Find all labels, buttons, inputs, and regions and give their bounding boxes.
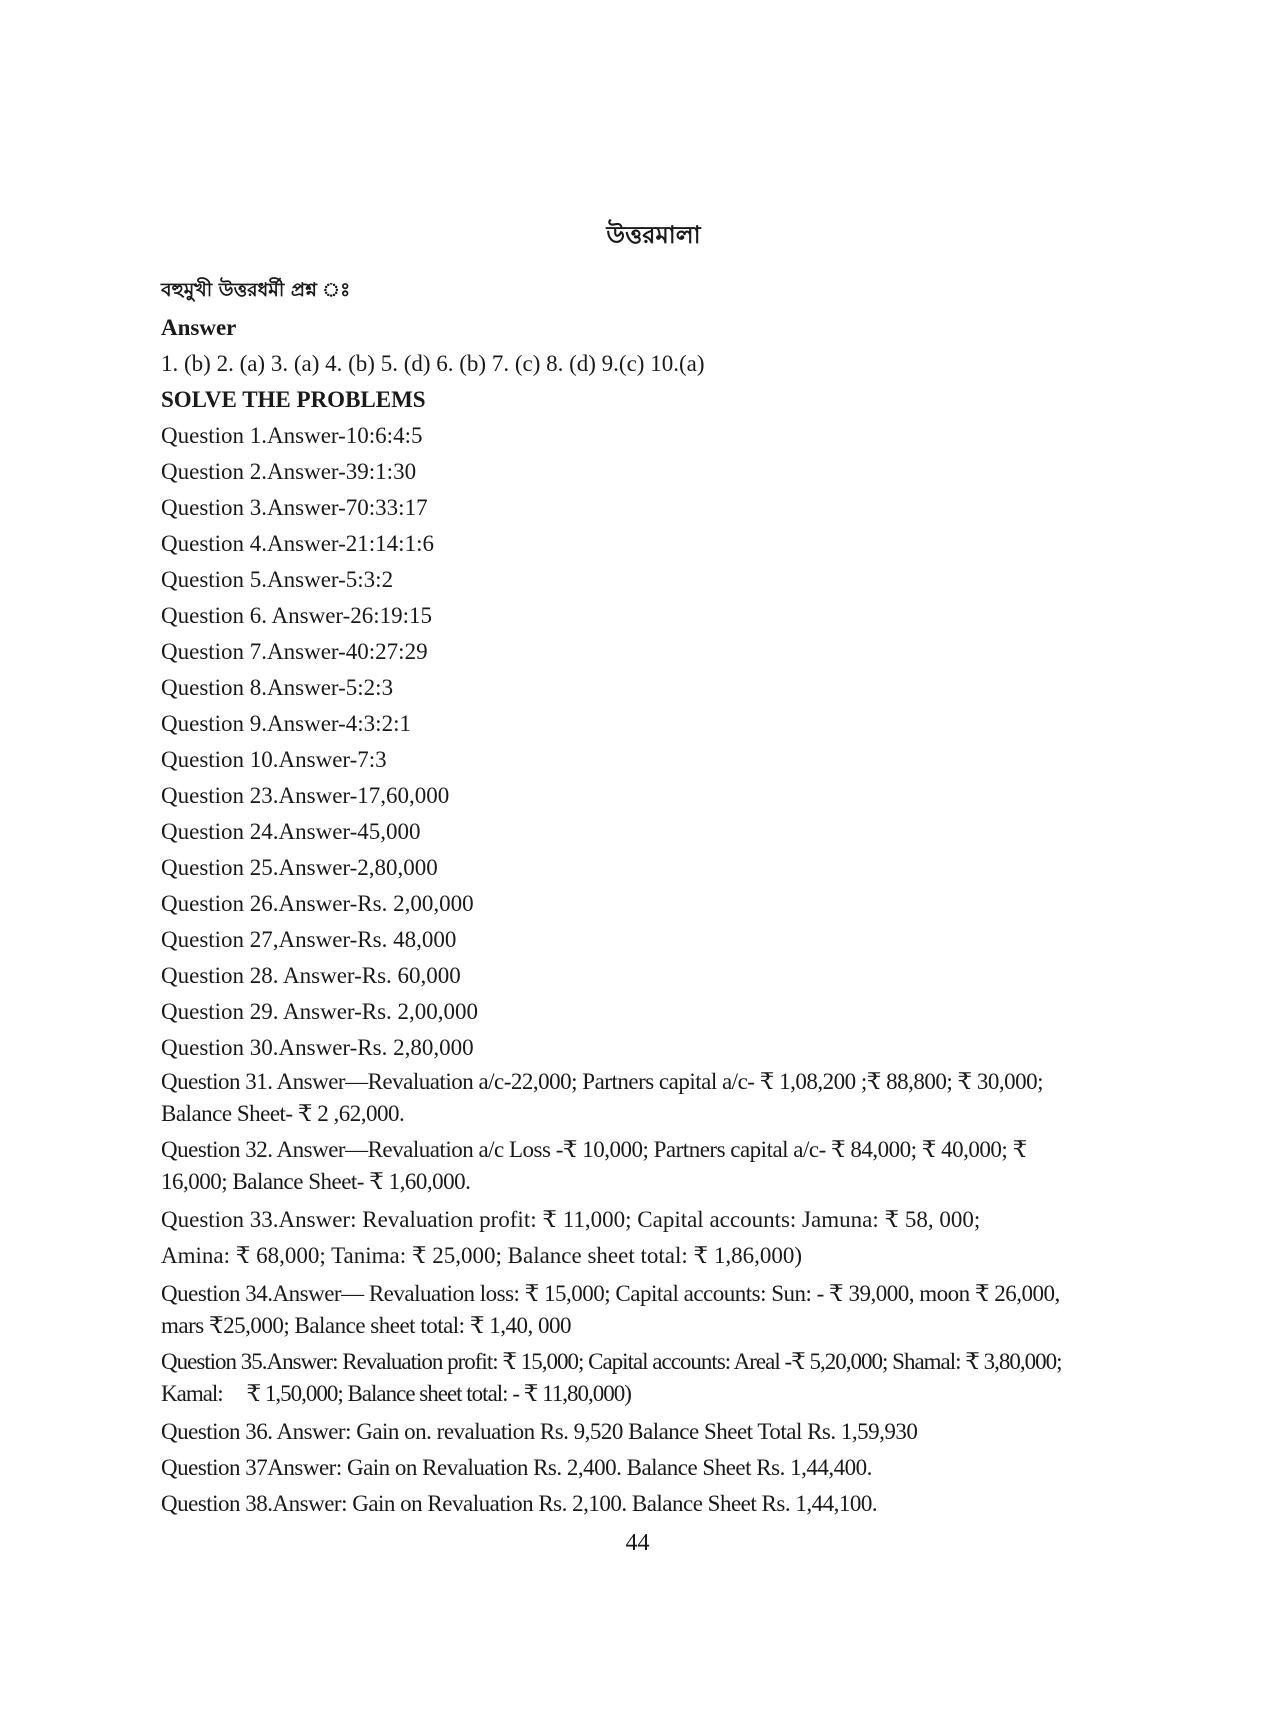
- mcq-answers: 1. (b) 2. (a) 3. (a) 4. (b) 5. (d) 6. (b) 7. (c) 8. (d) 9.(c) 10.(a): [161, 351, 705, 376]
- answer-37: Question 37Answer: Gain on Revaluation Rs. 2,400. Balance Sheet Rs. 1,44,400.: [161, 1455, 872, 1480]
- answer-item: Question 30.Answer-Rs. 2,80,000: [161, 1035, 474, 1060]
- answer-list: [161, 418, 1161, 1066]
- answer-33-line-2: Amina: ₹ 68,000; Tanima: ₹ 25,000; Balance sheet total: ₹ 1,86,000): [161, 1243, 803, 1268]
- answer-item: Question 9.Answer-4:3:2:1: [161, 711, 411, 736]
- answer-item: Question 4.Answer-21:14:1:6: [161, 531, 434, 556]
- answer-34: [161, 1278, 1161, 1342]
- answer-item: Question 3.Answer-70:33:17: [161, 495, 428, 520]
- answer-item: Question 23.Answer-17,60,000: [161, 783, 450, 808]
- answer-34-line-1: Question 34.Answer— Revaluation loss: ₹ 15,000; Capital accounts: Sun: - ₹ 39,000, moon ₹ 26,000,: [161, 1281, 1060, 1306]
- answer-33: [161, 1202, 1161, 1274]
- answer-31-line-2: Balance Sheet- ₹ 2 ,62,000.: [161, 1101, 405, 1126]
- answer-item: Question 24.Answer-45,000: [161, 819, 421, 844]
- answer-33-line-1: Question 33.Answer: Revaluation profit: ₹ 11,000; Capital accounts: Jamuna: ₹ 58, 000;: [161, 1207, 981, 1232]
- answer-38: Question 38.Answer: Gain on Revaluation Rs. 2,100. Balance Sheet Rs. 1,44,100.: [161, 1491, 878, 1516]
- answer-35: [161, 1346, 1161, 1410]
- answer-36: Question 36. Answer: Gain on. revaluation Rs. 9,520 Balance Sheet Total Rs. 1,59,930: [161, 1419, 918, 1444]
- solve-heading: SOLVE THE PROBLEMS: [161, 387, 426, 412]
- answer-item: Question 8.Answer-5:2:3: [161, 675, 394, 700]
- answer-32-line-2: 16,000; Balance Sheet- ₹ 1,60,000.: [161, 1169, 471, 1194]
- answer-35-line-2: Kamal: ₹ 1,50,000; Balance sheet total: - ₹ 11,80,000): [161, 1381, 631, 1406]
- answer-32-line-1: Question 32. Answer—Revaluation a/c Loss -₹ 10,000; Partners capital a/c- ₹ 84,000; ₹ 40,000; ₹: [161, 1137, 1027, 1162]
- answer-heading: Answer: [161, 315, 237, 340]
- answer-item: Question 28. Answer-Rs. 60,000: [161, 963, 461, 988]
- answer-key: [161, 270, 1161, 1522]
- page-title: উত্তরমালা: [606, 221, 701, 249]
- answer-item: Question 29. Answer-Rs. 2,00,000: [161, 999, 479, 1024]
- page-number: 44: [625, 1530, 650, 1556]
- answer-item: Question 27,Answer-Rs. 48,000: [161, 927, 457, 952]
- answer-item: Question 5.Answer-5:3:2: [161, 567, 394, 592]
- answer-item: Question 6. Answer-26:19:15: [161, 603, 433, 628]
- mcq-heading: বহুমুখী উত্তরধর্মী প্রশ্ন ঃ: [161, 279, 351, 301]
- answer-31: [161, 1066, 1161, 1130]
- answer-item: Question 7.Answer-40:27:29: [161, 639, 428, 664]
- answer-item: Question 10.Answer-7:3: [161, 747, 387, 772]
- answer-item: Question 1.Answer-10:6:4:5: [161, 423, 423, 448]
- answer-35-line-1: Question 35.Answer: Revaluation profit: ₹ 15,000; Capital accounts: Areal -₹ 5,20,000; Shamal: ₹ 3,80,000;: [161, 1349, 1062, 1374]
- answer-34-line-2: mars ₹25,000; Balance sheet total: ₹ 1,40, 000: [161, 1313, 571, 1338]
- answer-item: Question 25.Answer-2,80,000: [161, 855, 438, 880]
- answer-item: Question 26.Answer-Rs. 2,00,000: [161, 891, 474, 916]
- answer-32: [161, 1134, 1161, 1198]
- answer-31-line-1: Question 31. Answer—Revaluation a/c-22,000; Partners capital a/c- ₹ 1,08,200 ;₹ 88,800; ₹ 30,000;: [161, 1069, 1044, 1094]
- answer-item: Question 2.Answer-39:1:30: [161, 459, 417, 484]
